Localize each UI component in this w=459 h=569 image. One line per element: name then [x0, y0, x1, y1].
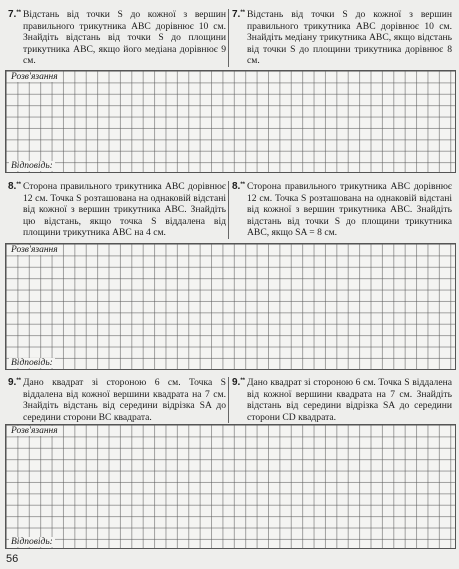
solution-label: Розв'язання	[11, 72, 58, 82]
answer-grid-2[interactable]	[5, 243, 456, 370]
problem-text: Сторона правильного трикутника ABC дорівнює 12 см. Точка S розташована на однаковій відстані від кожної з вершин трикутника ABC. Знайдіть цю відстань, якщо точка S віддалена від площини трикутника ABC на 4 см.	[23, 181, 226, 239]
problem-num: 9.	[8, 377, 17, 388]
problem-7-left	[8, 9, 226, 67]
difficulty-stars: **	[240, 182, 246, 188]
problem-7-right	[232, 9, 452, 67]
problem-number	[8, 9, 21, 21]
difficulty-stars: **	[16, 10, 22, 16]
problem-number	[232, 181, 245, 193]
solution-label: Розв'язання	[11, 426, 58, 436]
solution-label: Розв'язання	[11, 245, 58, 255]
difficulty-stars: **	[240, 378, 246, 384]
problem-number	[8, 181, 21, 193]
difficulty-stars: **	[16, 182, 22, 188]
problem-num: 8.	[8, 181, 17, 192]
page-number: 56	[6, 553, 19, 565]
problem-number	[232, 377, 245, 389]
difficulty-stars: **	[240, 10, 246, 16]
problem-8-right	[232, 181, 452, 239]
answer-label: Відповідь:	[11, 161, 53, 171]
answer-grid-1[interactable]	[5, 70, 456, 173]
answer-label: Відповідь:	[11, 358, 53, 368]
column-divider	[228, 9, 229, 67]
problem-num: 7.	[8, 9, 17, 20]
problem-text: Відстань від точки S до кожної з вершин правильного трикутника ABC дорівнює 10 см. Знайдіть медіану трикутника ABC, якщо відстань від точки S до площини трикутника дорівнює 8 см.	[247, 9, 452, 67]
answer-label: Відповідь:	[11, 537, 53, 547]
problem-9-left	[8, 377, 226, 423]
problem-text: Дано квадрат зі стороною 6 см. Точка S віддалена від кожної вершини квадрата на 7 см. Знайдіть відстань від середини відрізка SA до середини сторони BC квадрата.	[23, 377, 226, 423]
column-divider	[228, 181, 229, 239]
problem-number	[232, 9, 245, 21]
problem-text: Дано квадрат зі стороною 6 см. Точка S віддалена від кожної вершини квадрата на 7 см. Знайдіть відстань від середини відрізка SA до середини сторони CD квадрата.	[247, 377, 452, 423]
problem-number	[8, 377, 21, 389]
problem-8-left	[8, 181, 226, 239]
problem-num: 9.	[232, 377, 241, 388]
problem-text: Сторона правильного трикутника ABC дорівнює 12 см. Точка S розташована на однаковій відстані від кожної з вершин трикутника ABC. Знайдіть відстань від точки S до площини трикутника ABC, якщо SA = 8 см.	[247, 181, 452, 239]
problem-9-right	[232, 377, 452, 423]
difficulty-stars: **	[16, 378, 22, 384]
column-divider	[228, 377, 229, 423]
problem-num: 7.	[232, 9, 241, 20]
problem-num: 8.	[232, 181, 241, 192]
answer-grid-3[interactable]	[5, 424, 456, 549]
problem-text: Відстань від точки S до кожної з вершин правильного трикутника ABC дорівнює 10 см. Знайдіть відстань від точки S до площини трикутника ABC, якщо його медіана дорівнює 9 см.	[23, 9, 226, 67]
